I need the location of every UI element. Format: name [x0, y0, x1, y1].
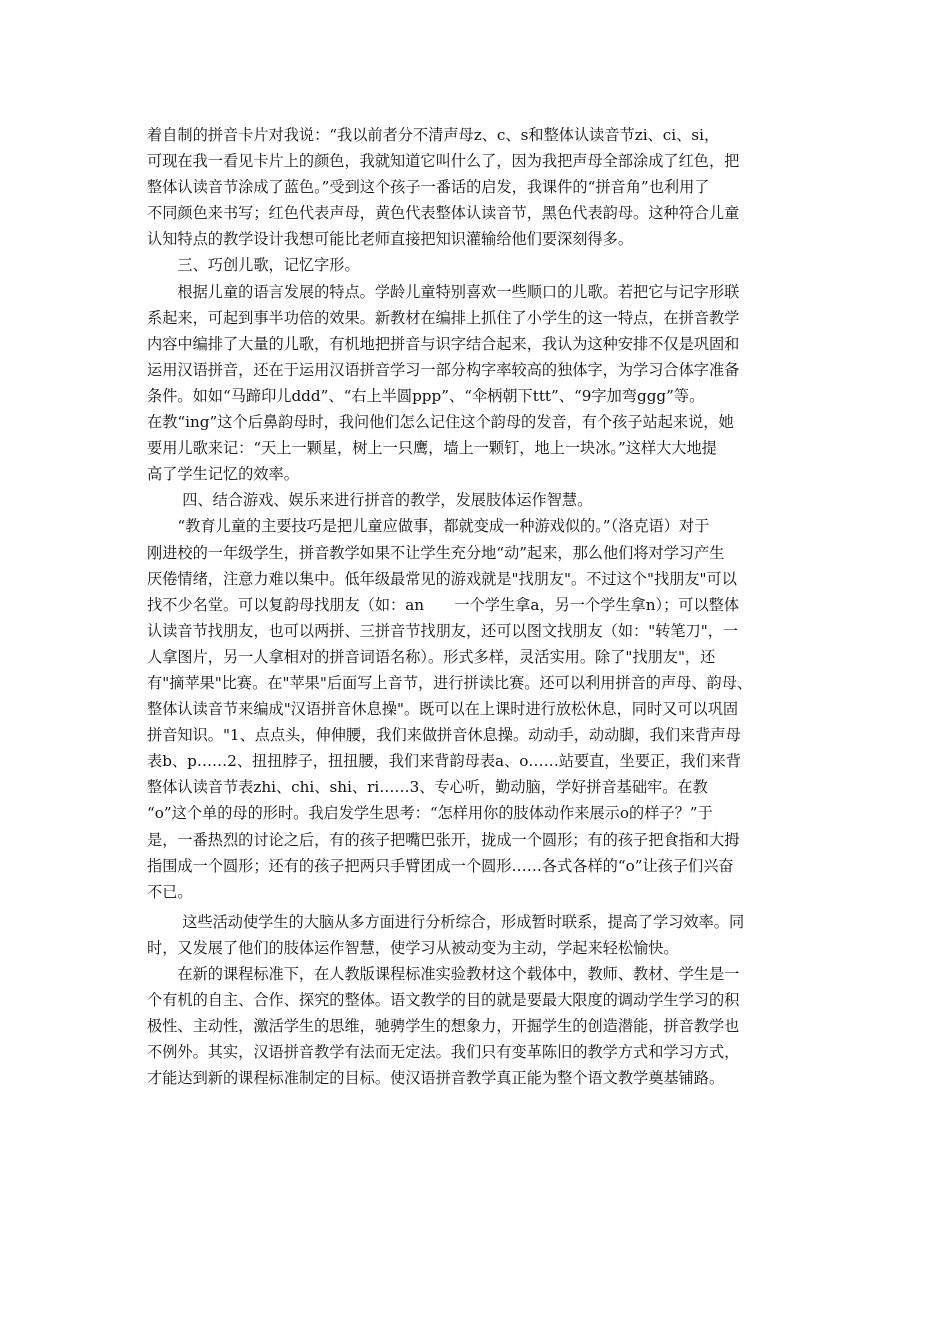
text-line: 时，又发展了他们的肢体运作智慧，使学习从被动变为主动，学起来轻松愉快。	[147, 938, 679, 957]
text-line: 条件。如如“马蹄印儿ddd”、“右上半圆ppp”、“伞柄朝下ttt”、“9字加弯ggg”等。	[147, 386, 705, 405]
text-line: 才能达到新的课程标准制定的目标。使汉语拼音教学真正能为整个语文教学奠基铺路。	[147, 1069, 725, 1088]
text-line: 是，一番热烈的讨论之后，有的孩子把嘴巴张开，拢成一个圆形；有的孩子把食指和大拇	[147, 830, 740, 849]
text-line: 刚进校的一年级学生，拼音教学如果不让学生充分地“动”起来，那么他们将对学习产生	[147, 543, 725, 562]
text-line: 指围成一个圆形；还有的孩子把两只手臂团成一个圆形……各式各样的“o”让孩子们兴奋	[147, 856, 734, 875]
text-line: 在教“ing”这个后鼻韵母时，我问他们怎么记住这个韵母的发音，有个孩子站起来说，她	[147, 413, 734, 432]
text-line: “o”这个单的母的形时。我启发学生思考：“怎样用你的肢体动作来展示o的样子？”于	[147, 804, 713, 823]
text-line: 人拿图片，另一人拿相对的拼音词语名称）。形式多样，灵活实用。除了"找朋友"，还	[147, 647, 716, 666]
section-heading: 三、巧创儿歌，记忆字形。	[147, 256, 360, 275]
text-line: 拼音知识。"1、点点头，伸伸腰，我们来做拼音休息操。动动手，动动脚，我们来背声母	[147, 726, 741, 745]
text-line: 不已。	[147, 882, 193, 901]
text-line: 要用儿歌来记：“天上一颗星，树上一只鹰，墙上一颗钉，地上一块冰。”这样大大地提	[147, 439, 717, 458]
text-line: 可现在我一看见卡片上的颜色，我就知道它叫什么了，因为我把声母全部涂成了红色，把	[147, 152, 740, 171]
text-line: 内容中编排了大量的儿歌，有机地把拼音与识字结合起来，我认为这种安排不仅是巩固和	[147, 334, 740, 353]
text-line: 在新的课程标准下，在人教版课程标准实验教材这个载体中，教师、教材、学生是一	[147, 965, 740, 983]
text-line: 个有机的自主、合作、探究的整体。语文教学的目的就是要最大限度的调动学生学习的积	[147, 991, 740, 1010]
body-text	[147, 122, 827, 1091]
text-line: 不同颜色来书写；红色代表声母，黄色代表整体认读音节，黑色代表韵母。这种符合儿童	[147, 204, 740, 223]
text-line: 极性、主动性，激活学生的思维，驰骋学生的想象力，开掘学生的创造潜能，拼音教学也	[147, 1017, 740, 1036]
text-line: 整体认读音节表zhi、chi、shi、ri……3、专心听，勤动脑，学好拼音基础牢。在教	[147, 778, 708, 797]
section-heading: 四、结合游戏、娱乐来进行拼音的教学，发展肢体运作智慧。	[147, 491, 593, 510]
text-line: 系起来，可起到事半功倍的效果。新教材在编排上抓住了小学生的这一特点，在拼音教学	[147, 308, 740, 327]
text-line: 着自制的拼音卡片对我说：“我以前者分不清声母z、c、s和整体认读音节zi、ci、si，	[147, 126, 720, 144]
text-line: 认读音节找朋友，也可以两拼、三拼音节找朋友，还可以图文找朋友（如："转笔刀"，一	[147, 621, 739, 640]
text-line: 整体认读音节来编成"汉语拼音休息操"。既可以在上课时进行放松休息，同时又可以巩固	[147, 700, 739, 719]
text-line: 整体认读音节涂成了蓝色。”受到这个孩子一番话的启发，我课件的“拼音角”也利用了	[147, 178, 710, 197]
text-line: 运用汉语拼音，还在于运用汉语拼音学习一部分构字率较高的独体字，为学习合体字准备	[147, 360, 740, 379]
text-line: 不例外。其实，汉语拼音教学有法而无定法。我们只有变革陈旧的教学方式和学习方式，	[147, 1043, 740, 1062]
text-line: 认知特点的教学设计我想可能比老师直接把知识灌输给他们要深刻得多。	[147, 230, 633, 249]
text-line: 找不少名堂。可以复韵母找朋友（如：an 一个学生拿a，另一个学生拿n）；可以整体	[147, 595, 740, 614]
text-line: 根据儿童的语言发展的特点。学龄儿童特别喜欢一些顺口的儿歌。若把它与记字形联	[147, 282, 740, 301]
text-line: 表b、p……2、扭扭脖子，扭扭腰，我们来背韵母表a、o……站要直，坐要正，我们来背	[147, 752, 742, 771]
text-line: 有"摘苹果"比赛。在"苹果"后面写上音节，进行拼读比赛。还可以利用拼音的声母、韵母、	[147, 673, 753, 692]
text-line: 厌倦情绪，注意力难以集中。低年级最常见的游戏就是"找朋友"。不过这个"找朋友"可以	[147, 569, 737, 588]
text-line: 这些活动使学生的大脑从多方面进行分析综合，形成暂时联系，提高了学习效率。同	[147, 912, 745, 931]
text-line: “教育儿童的主要技巧是把儿童应做事，都就变成一种游戏似的。”（洛克语）对于	[147, 517, 710, 536]
text-line: 高了学生记忆的效率。	[147, 465, 299, 484]
